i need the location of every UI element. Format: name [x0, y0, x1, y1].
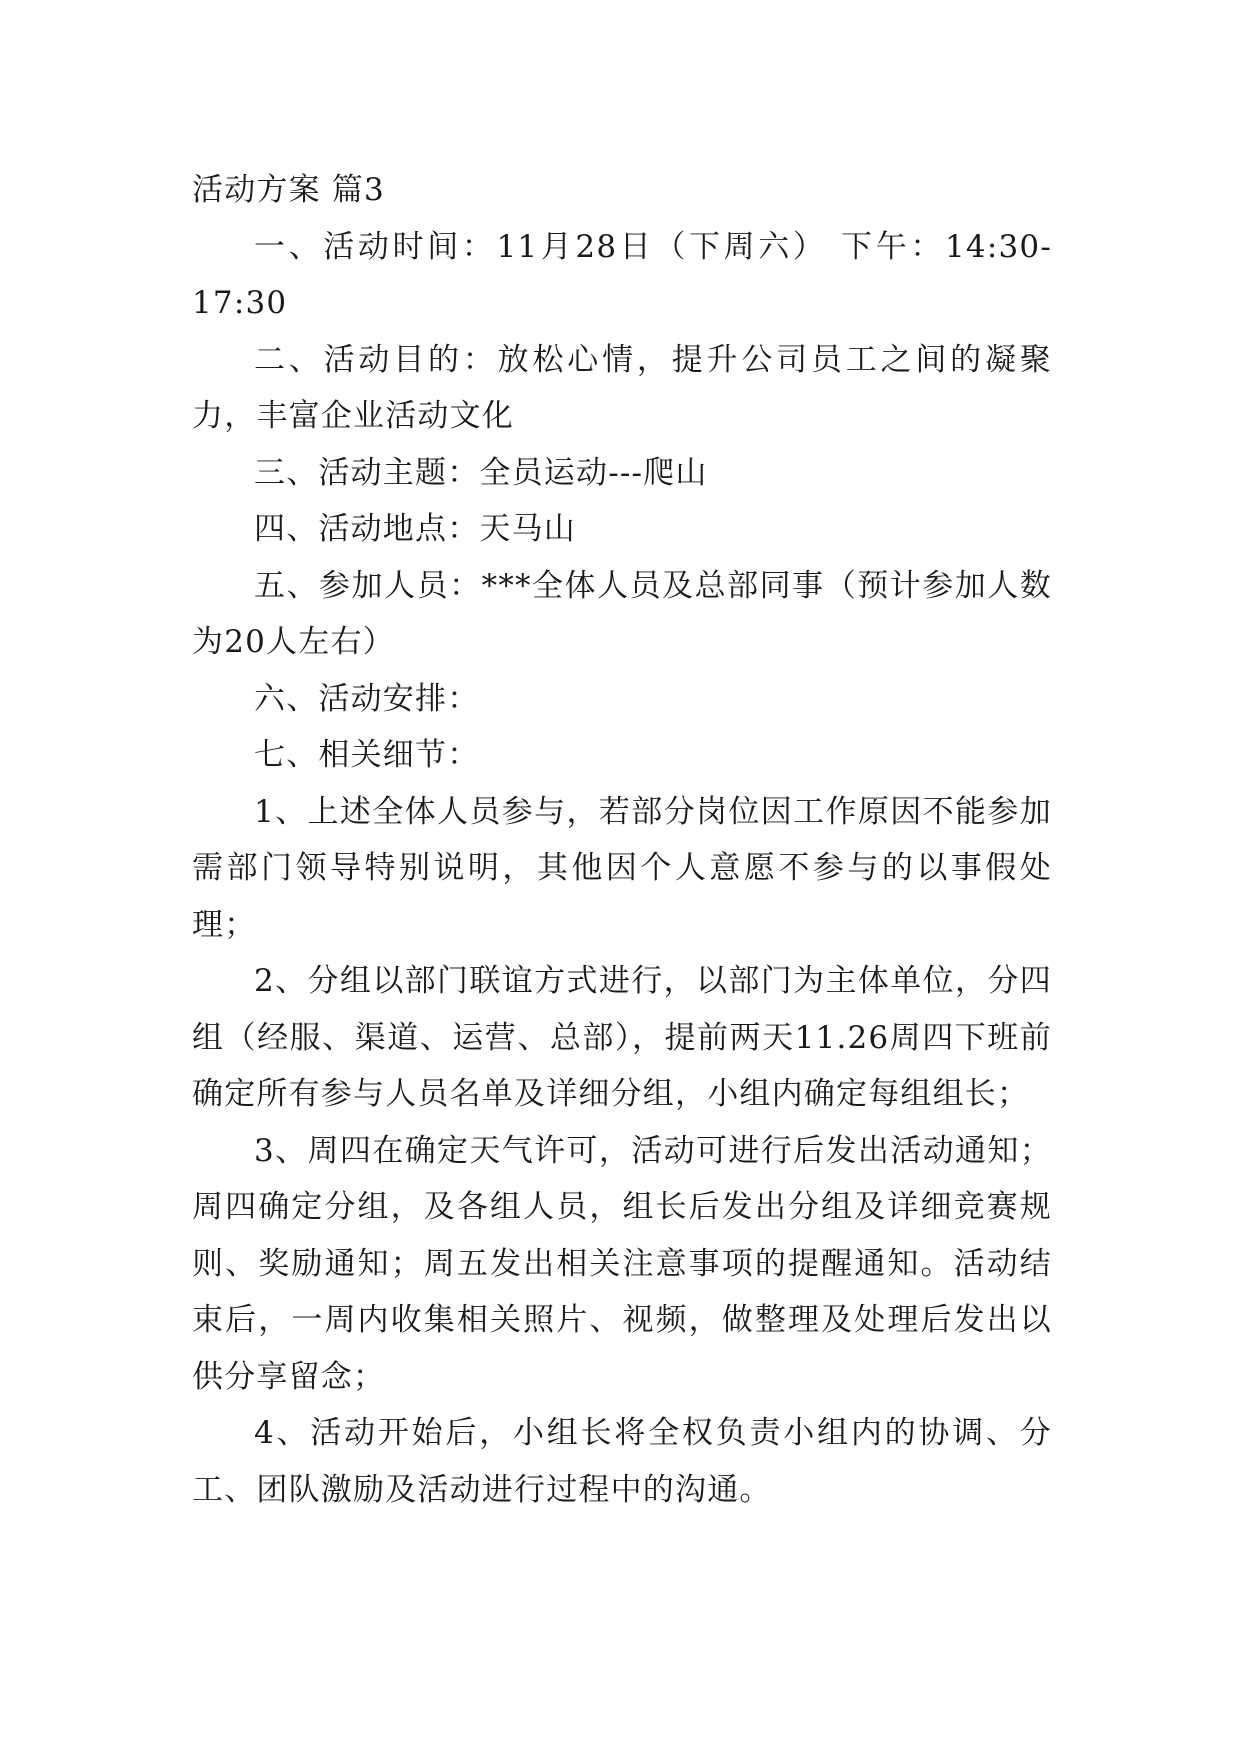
document-body	[192, 162, 1052, 1518]
section-details: 七、相关细节：	[254, 737, 480, 773]
section-time: 一、活动时间：11月28日（下周六） 下午：14:30-17:30	[192, 228, 1052, 321]
section-participants: 五、参加人员：***全体人员及总部同事（预计参加人数为20人左右）	[192, 567, 1052, 660]
detail-item-1: 1、上述全体人员参与，若部分岗位因工作原因不能参加需部门领导特别说明，其他因个人意愿不参与的以事假处理；	[192, 793, 1052, 943]
section-purpose: 二、活动目的：放松心情，提升公司员工之间的凝聚力，丰富企业活动文化	[192, 341, 1052, 434]
document-title: 活动方案 篇3	[192, 172, 385, 208]
section-location: 四、活动地点：天马山	[254, 511, 576, 547]
detail-item-3: 3、周四在确定天气许可，活动可进行后发出活动通知；周四确定分组，及各组人员，组长后发出分组及详细竞赛规则、奖励通知；周五发出相关注意事项的提醒通知。活动结束后，一周内收集相关照片、视频，做整理及处理后发出以供分享留念；	[192, 1132, 1052, 1395]
detail-item-2: 2、分组以部门联谊方式进行，以部门为主体单位，分四组（经服、渠道、运营、总部），提前两天11.26周四下班前确定所有参与人员名单及详细分组，小组内确定每组组长；	[192, 963, 1052, 1112]
detail-item-4: 4、活动开始后，小组长将全权负责小组内的协调、分工、团队激励及活动进行过程中的沟通。	[192, 1415, 1052, 1508]
section-arrangement: 六、活动安排：	[254, 680, 480, 717]
section-theme: 三、活动主题：全员运动---爬山	[254, 454, 708, 491]
